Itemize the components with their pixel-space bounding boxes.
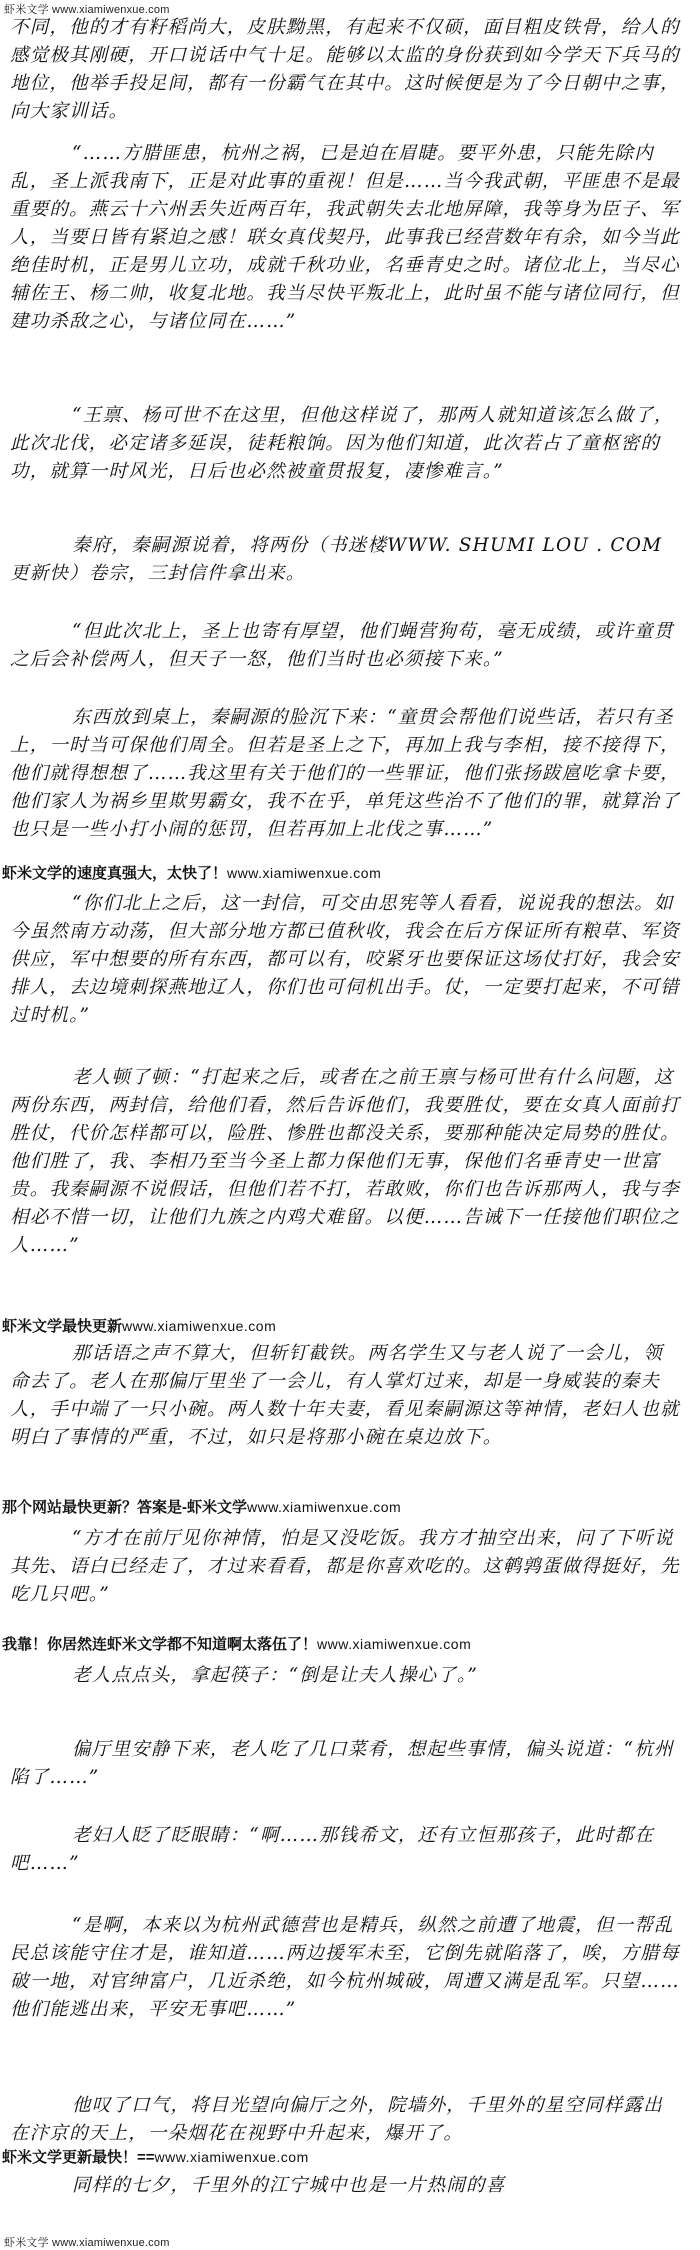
- paragraph-9: 那话语之声不算大，但斩钉截铁。两名学生又与老人说了一会儿，领命去了。老人在那偏厅里坐了一会儿，有人掌灯过来，却是一身威装的秦夫人，手中端了一只小碗。两人数十年夫妻，看见秦嗣源这等神情，老妇人也就明白了事情的严重，不过，如只是将那小碗在桌边放下。: [10, 1343, 680, 1448]
- paragraph-15: 他叹了口气，将目光望向偏厅之外，院墙外，千里外的星空同样露出在汴京的天上，一朵烟花在视野中升起来，爆开了。: [10, 2095, 664, 2144]
- ad-url[interactable]: www.xiamiwenxue.com: [317, 1636, 472, 1652]
- ad-text: 虾米文学最快更新: [2, 1318, 123, 1335]
- paragraph-13: 老妇人眨了眨眼睛：“啊……那钱希文，还有立恒那孩子，此时都在吧……”: [10, 1825, 654, 1874]
- paragraph-5: “但此次北上，圣上也寄有厚望，他们蝇营狗苟，毫无成绩，或许童贯之后会补偿两人，但天子一怒，他们当时也必须接下来。”: [10, 621, 674, 670]
- ad-text: 那个网站最快更新？答案是-虾米文学: [2, 1499, 247, 1516]
- paragraph-12: 偏厅里安静下来，老人吃了几口菜肴，想起些事情，偏头说道：“杭州陷了……”: [10, 1739, 674, 1788]
- site-header: 虾米文学 www.xiamiwenxue.com: [4, 4, 170, 16]
- ad-banner-2[interactable]: [2, 1315, 276, 1336]
- paragraph-10: “方才在前厅见你神情，怕是又没吃饭。我方才抽空出来，问了下听说其先、语白已经走了，才过来看看，都是你喜欢吃的。这鹌鹑蛋做得挺好，先吃几只吧。”: [10, 1528, 680, 1605]
- ad-url[interactable]: www.xiamiwenxue.com: [154, 2149, 309, 2165]
- ad-url[interactable]: www.xiamiwenxue.com: [122, 1318, 277, 1334]
- paragraph-6: 东西放到桌上，秦嗣源的脸沉下来：“童贯会帮他们说些话，若只有圣上，一时当可保他们周全。但若是圣上之下，再加上我与李相，接不接得下，他们就得想想了……我这里有关于他们的一些罪证，他们张扬跋扈吃拿卡要，他们家人为祸乡里欺男霸女，我不在乎，单凭这些治不了他们的罪，就算治了也只是一些小打小闹的惩罚，但若再加上北伐之事……”: [10, 707, 680, 840]
- paragraph-11: 老人点点头，拿起筷子：“倒是让夫人操心了。”: [72, 1665, 479, 1686]
- paragraph-14: “是啊，本来以为杭州武德营也是精兵，纵然之前遭了地震，但一帮乱民总该能守住才是，谁知道……两边援军未至，它倒先就陷落了，唉，方腊每破一地，对官绅富户，几近杀绝，如今杭州城破，周遭又满是乱军。只望……他们能逃出来，平安无事吧……”: [10, 1915, 680, 2020]
- paragraph-16: 同样的七夕，千里外的江宁城中也是一片热闹的喜: [72, 2175, 506, 2196]
- paragraph-1: 不同，他的才有籽稻尚大，皮肤黝黑，有起来不仅硕，面目粗皮铁骨，给人的感觉极其刚硬，开口说话中气十足。能够以太监的身份获到如今学天下兵马的地位，他举手投足间，都有一份霸气在其中。这时候便是为了今日朝中之事，向大家训话。: [10, 17, 680, 122]
- paragraph-3: “王禀、杨可世不在这里，但他这样说了，那两人就知道该怎么做了，此次北伐，必定诸多延误，徒耗粮饷。因为他们知道，此次若占了童枢密的功，就算一时风光，日后也必然被童贯报复，凄惨难言。”: [10, 405, 674, 482]
- paragraph-2: “……方腊匪患，杭州之祸，已是迫在眉睫。要平外患，只能先除内乱，圣上派我南下，正是对此事的重视！但是……当今我武朝，平匪患不是最重要的。燕云十六州丢失近两百年，我武朝失去北地屏障，我等身为臣子、军人，当要日皆有紧迫之感！联女真伐契丹，此事我已经营数年有余，如今当此绝佳时机，正是男儿立功，成就千秋功业，名垂青史之时。诸位北上，当尽心辅佐王、杨二帅，收复北地。我当尽快平叛北上，此时虽不能与诸位同行，但建功杀敌之心，与诸位同在……”: [10, 143, 680, 332]
- ad-text: 虾米文学更新最快！==: [2, 2149, 155, 2166]
- ad-url[interactable]: www.xiamiwenxue.com: [247, 1499, 402, 1515]
- paragraph-4: 秦府，秦嗣源说着，将两份（书迷楼WWW. SHUMI LOU . COM更新快）卷宗，三封信件拿出来。: [10, 535, 663, 584]
- ad-url[interactable]: www.xiamiwenxue.com: [227, 865, 382, 881]
- ad-banner-4[interactable]: [2, 1633, 471, 1654]
- ad-text: 虾米文学的速度真强大，太快了！: [2, 865, 228, 882]
- ad-banner-1[interactable]: [2, 862, 381, 883]
- paragraph-7: “你们北上之后，这一封信，可交由思宪等人看看，说说我的想法。如今虽然南方动荡，但大部分地方都已值秋收，我会在后方保证所有粮草、军资供应，军中想要的所有东西，都可以有，咬紧牙也要保证这场仗打好，我会安排人，去边境刺探燕地辽人，你们也可伺机出手。仗，一定要打起来，不可错过时机。”: [10, 893, 680, 1026]
- site-footer: 虾米文学 www.xiamiwenxue.com: [4, 2237, 170, 2249]
- ad-banner-5[interactable]: [2, 2146, 309, 2167]
- paragraph-8: 老人顿了顿：“打起来之后，或者在之前王禀与杨可世有什么问题，这两份东西，两封信，给他们看，然后告诉他们，我要胜仗，要在女真人面前打胜仗，代价怎样都可以，险胜、惨胜也都没关系，要那种能决定局势的胜仗。他们胜了，我、李相乃至当今圣上都力保他们无事，保他们名垂青史一世富贵。我秦嗣源不说假话，但他们若不打，若敢败，你们也告诉那两人，我与李相必不惜一切，让他们九族之内鸡犬难留。以便……告诫下一任接他们职位之人……”: [10, 1067, 680, 1256]
- ad-banner-3[interactable]: [2, 1496, 401, 1517]
- ad-text: 我靠！你居然连虾米文学都不知道啊太落伍了！: [2, 1636, 318, 1653]
